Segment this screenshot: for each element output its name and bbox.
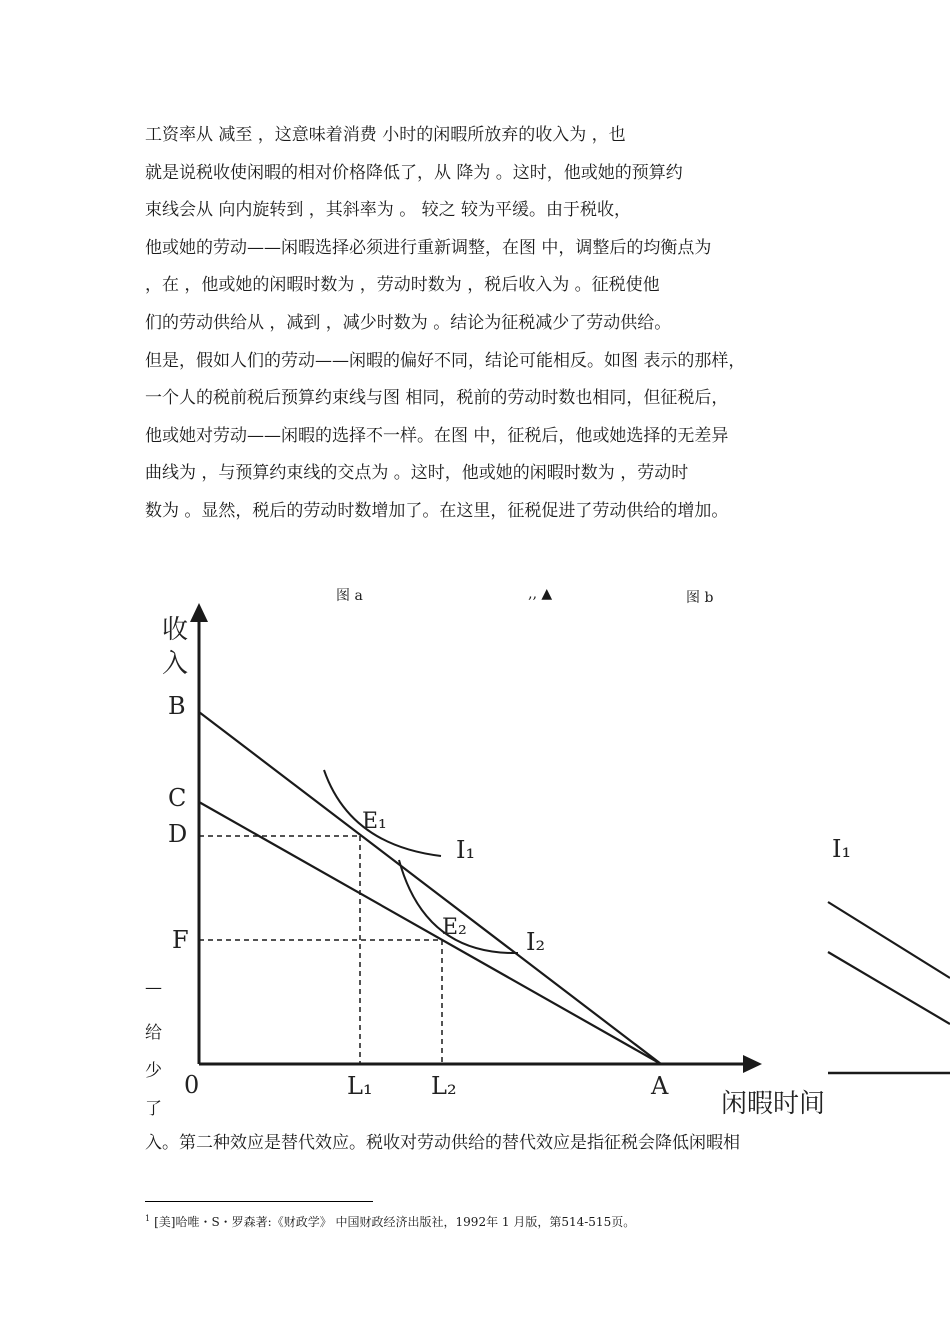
paragraph-line: 工资率从 减至 ，这意味着消费 小时的闲暇所放弃的收入为 ，也	[145, 125, 626, 145]
paragraph-line: 束线会从 向内旋转到 ，其斜率为 。 较之 较为平缓。由于税收，	[145, 200, 632, 221]
budget-line-CA	[199, 802, 661, 1064]
point-label-L1: L₁	[347, 1072, 373, 1100]
budget-line-BA	[199, 712, 661, 1064]
footnote	[145, 1213, 635, 1230]
point-label-C: C	[168, 784, 187, 812]
figure-b-line-upper	[828, 902, 950, 978]
paragraph-line: 他或她的劳动——闲暇选择必须进行重新调整，在图 中，调整后的均衡点为	[145, 237, 712, 258]
footnote-number: 1	[145, 1214, 151, 1223]
paragraph-line: 但是，假如人们的劳动——闲暇的偏好不同，结论可能相反。如图 表示的那样，	[145, 350, 746, 371]
footnote-rule	[145, 1201, 373, 1202]
point-label-L2: L₂	[431, 1072, 457, 1100]
curve-label-I2: I₂	[526, 928, 546, 956]
figure-b-line-lower	[828, 952, 950, 1024]
footnote-text: [美]哈唯・S・罗森著:《财政学》 中国财政经济出版社，1992年 1 月版，第514-515页。	[154, 1215, 636, 1229]
paragraph-line: 一个人的税前税后预算约束线与图 相同，税前的劳动时数也相同，但征税后，	[145, 388, 729, 409]
equilibrium-label-E1: E₁	[362, 809, 387, 834]
margin-fragment: 了	[145, 1099, 162, 1119]
point-label-B: B	[168, 692, 186, 720]
y-axis-arrow-icon	[190, 603, 208, 622]
paragraph-line: 他或她对劳动——闲暇的选择不一样。在图 中，征税后，他或她选择的无差异	[145, 425, 729, 446]
y-axis-label: 入	[162, 649, 189, 679]
y-axis-label: 收	[162, 615, 189, 645]
x-axis-label: 闲暇时间	[721, 1089, 826, 1119]
paragraph-line: ，在 ，他或她的闲暇时数为 ，劳动时数为 ，税后收入为 。征税使他	[145, 275, 660, 296]
x-axis-arrow-icon	[743, 1055, 762, 1073]
figure-a-caption: 图 a	[336, 588, 363, 604]
curve-label-I1: I₁	[456, 836, 476, 864]
origin-label: 0	[184, 1071, 200, 1099]
equilibrium-label-E2: E₂	[442, 915, 467, 940]
figure-b-top-mark: ‚‚ ▲	[528, 586, 553, 602]
margin-fragment: 给	[145, 1023, 162, 1043]
paragraph-line: 们的劳动供给从 ，减到 ，减少时数为 。结论为征税减少了劳动供给。	[145, 312, 672, 333]
continuation-text: 入。第二种效应是替代效应。税收对劳动供给的替代效应是指征税会降低闲暇相	[145, 1133, 740, 1153]
figure-b-curve-label-I1: I₁	[832, 835, 852, 863]
paragraph-line: 曲线为 ，与预算约束线的交点为 。这时，他或她的闲暇时数为 ，劳动时	[145, 463, 689, 484]
paragraph-line: 数为 。显然，税后的劳动时数增加了。在这里，征税促进了劳动供给的增加。	[145, 500, 729, 521]
margin-fragment: 少	[145, 1061, 162, 1081]
point-label-D: D	[168, 820, 188, 848]
figure-b-caption: 图 b	[686, 590, 714, 606]
paragraph-line: 就是说税收使闲暇的相对价格降低了，从 降为 。这时，他或她的预算约	[145, 162, 683, 183]
point-label-F: F	[172, 926, 189, 954]
point-label-A: A	[651, 1072, 669, 1100]
margin-fragment: —	[145, 978, 162, 998]
